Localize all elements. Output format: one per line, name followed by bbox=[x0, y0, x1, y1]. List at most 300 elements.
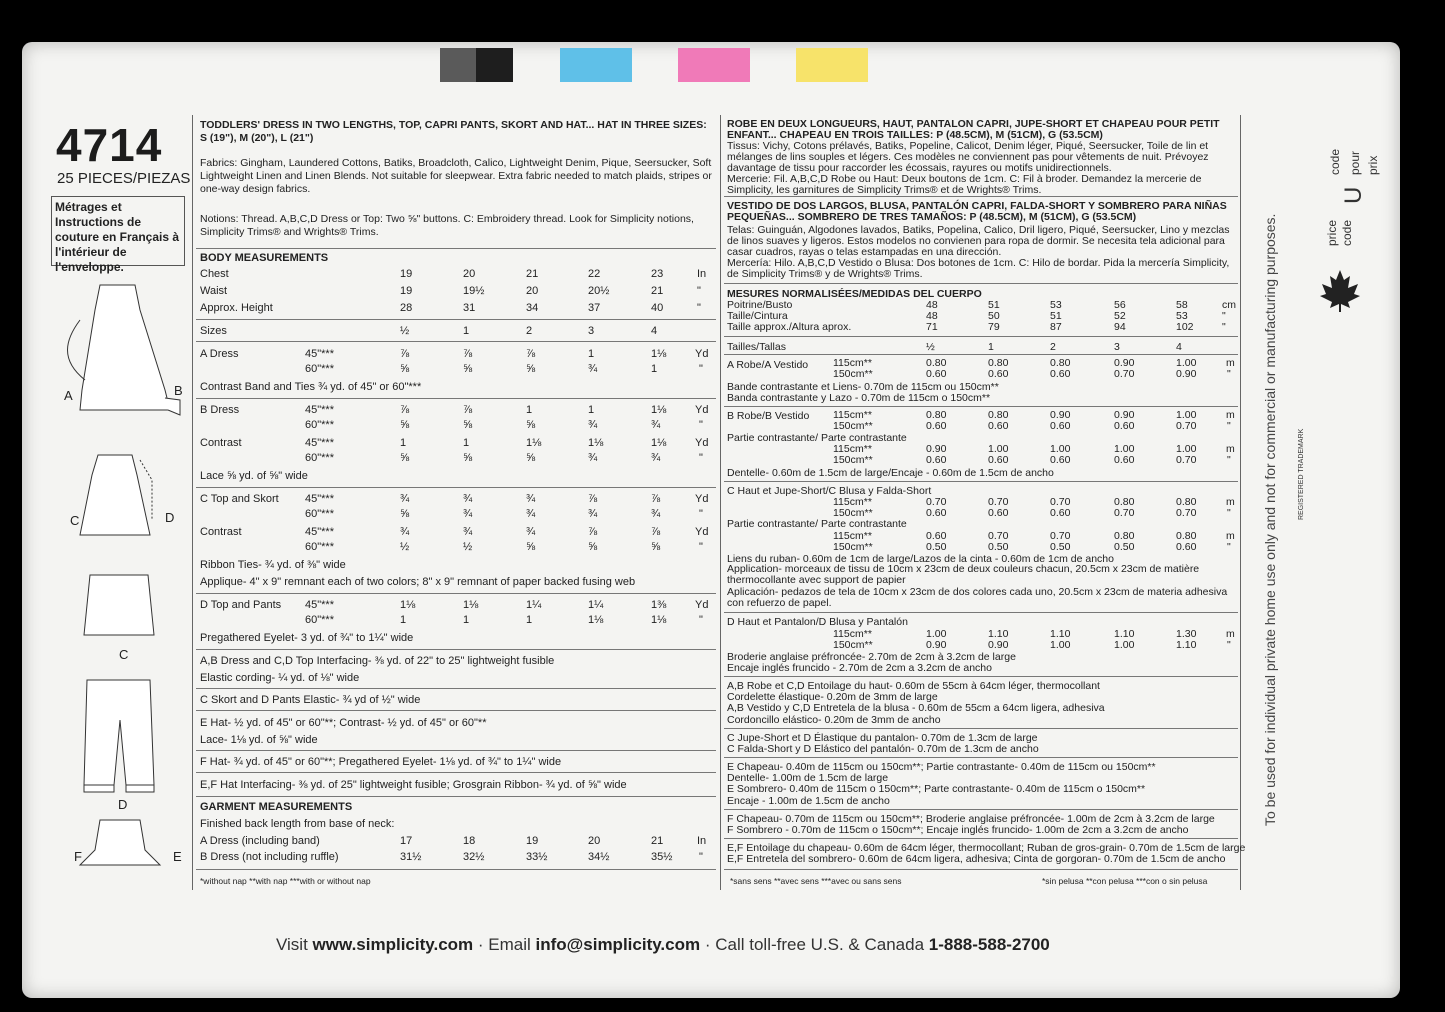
column-divider-left bbox=[192, 115, 193, 890]
cordoncillo-line: Cordoncillo elástico- 0.20m de 3mm de ancho bbox=[727, 714, 941, 726]
ef-entoilage-line: E,F Entoilage du chapeau- 0.60m de 64cm léger, thermocollant; Ruban de gros-grain- 0.70m de 1.5cm de large bbox=[727, 842, 1246, 854]
value-cell: 0.60 bbox=[988, 507, 1009, 519]
view-label-e: E bbox=[173, 849, 182, 864]
value-cell: 0.60 bbox=[988, 420, 1009, 432]
table-cell: " bbox=[1227, 420, 1231, 432]
value-cell: 4 bbox=[651, 325, 658, 337]
value-cell: 0.70 bbox=[1114, 368, 1135, 380]
value-cell: ½ bbox=[926, 341, 935, 353]
email-link[interactable]: info@simplicity.com bbox=[535, 935, 701, 954]
value-cell: ¾ bbox=[588, 452, 598, 464]
value-cell: 20½ bbox=[588, 285, 610, 297]
spanish-title: VESTIDO DE DOS LARGOS, BLUSA, PANTALÓN CAPRI, FALDA-SHORT Y SOMBRERO PARA NIÑAS PEQUEÑAS... SOMBRERO DE TRES TAMAÑOS: P (48.5CM), M (51CM), G (53.5CM) bbox=[727, 200, 1227, 223]
value-cell: ¾ bbox=[400, 493, 410, 505]
value-cell: 32½ bbox=[463, 851, 485, 863]
value-cell: 0.60 bbox=[1114, 454, 1135, 466]
swatch-gray bbox=[440, 48, 476, 82]
value-cell: 1.10 bbox=[1114, 628, 1135, 640]
value-cell: 1 bbox=[651, 363, 658, 375]
table-cell: In bbox=[697, 835, 707, 847]
code-label-fr: code bbox=[1328, 148, 1342, 175]
table-cell: 115cm** bbox=[833, 357, 872, 369]
table-cell: 150cm** bbox=[833, 368, 873, 380]
value-cell: 0.70 bbox=[988, 496, 1009, 508]
value-cell: 0.70 bbox=[1050, 496, 1071, 508]
value-cell: 4 bbox=[1176, 341, 1182, 353]
value-cell: ¾ bbox=[588, 363, 598, 375]
value-cell: 1⅛ bbox=[526, 437, 542, 449]
value-cell: 1.00 bbox=[1114, 443, 1135, 455]
table-rule bbox=[724, 481, 1238, 482]
value-cell: 1 bbox=[588, 404, 595, 416]
value-cell: 1 bbox=[400, 614, 407, 626]
footer-call-label: · Call toll-free U.S. & Canada bbox=[704, 935, 925, 954]
view-label-f: F bbox=[74, 849, 82, 864]
table-cell: 45"*** bbox=[305, 493, 334, 505]
value-cell: 0.70 bbox=[1176, 420, 1197, 432]
table-cell: 115cm** bbox=[833, 628, 872, 640]
broderie-line: Broderie anglaise préfroncée- 2.70m de 2cm à 3.2cm de large bbox=[727, 651, 1016, 663]
value-cell: 35½ bbox=[651, 851, 673, 863]
value-cell: 48 bbox=[926, 299, 938, 311]
row-label: Partie contrastante/ Parte contrastante bbox=[727, 432, 907, 444]
swatch-cyan bbox=[560, 48, 632, 82]
column-divider-middle bbox=[720, 115, 721, 890]
body-measurements-heading: BODY MEASUREMENTS bbox=[200, 252, 329, 264]
unit-cell: " bbox=[1222, 310, 1226, 322]
table-cell: m bbox=[1226, 357, 1235, 369]
value-cell: 1.00 bbox=[926, 628, 947, 640]
value-cell: 34 bbox=[526, 302, 539, 314]
value-cell: 1⅛ bbox=[463, 599, 479, 611]
website-link[interactable]: www.simplicity.com bbox=[312, 935, 474, 954]
ef-interfacing-line: E,F Hat Interfacing- ⅜ yd. of 25" lightweight fusible; Grosgrain Ribbon- ¾ yd. of ⅝" wide bbox=[200, 779, 627, 791]
table-cell: Yd bbox=[695, 404, 709, 416]
value-cell: ¾ bbox=[588, 419, 598, 431]
value-cell: 1.00 bbox=[1050, 443, 1071, 455]
unit-cell: " bbox=[1222, 321, 1226, 333]
value-cell: 0.90 bbox=[926, 639, 947, 651]
top-c-drawing bbox=[80, 455, 150, 535]
e-encaje-line: Encaje - 1.00m de 1.5cm de ancho bbox=[727, 795, 890, 807]
french-mercerie: Mercerie: Fil. A,B,C,D Robe ou Haut: Deux boutons de 1cm. C: Fil à broder. Demandez la mercerie de Simplicity, les garnitures de Simplicity Trims® et de Wrights® Trims. bbox=[727, 173, 1202, 196]
f-chapeau-line: F Chapeau- 0.70m de 115cm ou 150cm**; Broderie anglaise préfroncée- 1.00m de 2cm à 3.2cm de large bbox=[727, 813, 1215, 825]
value-cell: 1.00 bbox=[1176, 409, 1197, 421]
table-rule bbox=[196, 869, 716, 870]
value-cell: 1.00 bbox=[1176, 443, 1197, 455]
value-cell: 0.60 bbox=[926, 530, 947, 542]
french-title: ROBE EN DEUX LONGUEURS, HAUT, PANTALON CAPRI, JUPE-SHORT ET CHAPEAU POUR PETIT ENFANT... CHAPEAU EN TROIS TAILLES: P (48.5CM), M (51CM), G (53.5CM) bbox=[727, 118, 1220, 141]
value-cell: 0.50 bbox=[926, 541, 947, 553]
table-cell: 60"*** bbox=[305, 452, 334, 464]
table-rule bbox=[196, 649, 716, 650]
value-cell: 71 bbox=[926, 321, 938, 333]
value-cell: 19 bbox=[526, 835, 539, 847]
value-cell: 94 bbox=[1114, 321, 1126, 333]
table-cell: " bbox=[1227, 507, 1231, 519]
finished-length-line: Finished back length from base of neck: bbox=[200, 818, 395, 830]
value-cell: ⅝ bbox=[400, 363, 410, 375]
value-cell: ½ bbox=[463, 541, 473, 553]
value-cell: 1 bbox=[400, 437, 407, 449]
value-cell: 0.80 bbox=[926, 357, 947, 369]
value-cell: ¾ bbox=[651, 419, 661, 431]
table-cell: 45"*** bbox=[305, 348, 334, 360]
e-dentelle-line: Dentelle- 1.00m de 1.5cm de large bbox=[727, 772, 889, 784]
value-cell: 0.60 bbox=[926, 507, 947, 519]
value-cell: 19 bbox=[400, 285, 413, 297]
value-cell: 0.80 bbox=[988, 409, 1009, 421]
row-label: Approx. Height bbox=[200, 302, 273, 314]
value-cell: 1 bbox=[463, 614, 470, 626]
value-cell: 0.80 bbox=[1176, 496, 1197, 508]
table-rule bbox=[196, 487, 716, 488]
value-cell: ⅞ bbox=[588, 526, 598, 538]
value-cell: 51 bbox=[1050, 310, 1062, 322]
value-cell: 33½ bbox=[526, 851, 548, 863]
table-cell: " bbox=[699, 452, 703, 464]
value-cell: 21 bbox=[526, 268, 539, 280]
row-label: Taille/Cintura bbox=[727, 310, 788, 322]
value-cell: 1 bbox=[526, 614, 533, 626]
value-cell: ⅝ bbox=[463, 419, 473, 431]
value-cell: 0.90 bbox=[1114, 357, 1135, 369]
row-label: B Robe/B Vestido bbox=[727, 410, 810, 422]
value-cell: ⅞ bbox=[526, 348, 536, 360]
value-cell: 22 bbox=[588, 268, 601, 280]
value-cell: 1 bbox=[463, 437, 470, 449]
table-rule bbox=[724, 612, 1238, 613]
table-cell: Yd bbox=[695, 437, 709, 449]
value-cell: 0.50 bbox=[1050, 541, 1071, 553]
table-rule bbox=[724, 336, 1238, 337]
table-cell: 150cm** bbox=[833, 454, 873, 466]
value-cell: 20 bbox=[463, 268, 476, 280]
value-cell: ⅞ bbox=[651, 493, 661, 505]
row-label: B Dress (not including ruffle) bbox=[200, 851, 339, 863]
interfacing-line: A,B Dress and C,D Top Interfacing- ⅜ yd. of 22" to 25" lightweight fusible bbox=[200, 655, 555, 667]
contrast-band-line: Contrast Band and Ties ¾ yd. of 45" or 60"*** bbox=[200, 381, 422, 393]
value-cell: ¾ bbox=[400, 526, 410, 538]
row-label: D Top and Pants bbox=[200, 599, 282, 611]
code-label: code bbox=[1340, 219, 1354, 246]
swatch-magenta bbox=[678, 48, 750, 82]
value-cell: ⅝ bbox=[400, 452, 410, 464]
value-cell: 1⅛ bbox=[651, 437, 667, 449]
value-cell: ⅝ bbox=[526, 452, 536, 464]
french-footnote: *sans sens **avec sens ***avec ou sans sens bbox=[730, 876, 902, 886]
view-illustrations bbox=[40, 280, 190, 900]
table-rule bbox=[724, 728, 1238, 729]
value-cell: ¾ bbox=[651, 508, 661, 520]
value-cell: 0.90 bbox=[1114, 409, 1135, 421]
skort-drawing bbox=[84, 575, 154, 635]
value-cell: 58 bbox=[1176, 299, 1188, 311]
value-cell: 1 bbox=[988, 341, 994, 353]
table-cell: m bbox=[1226, 628, 1235, 640]
value-cell: 2 bbox=[526, 325, 533, 337]
footer-visit: Visit bbox=[276, 935, 308, 954]
table-cell: Yd bbox=[695, 348, 709, 360]
table-cell: 45"*** bbox=[305, 404, 334, 416]
row-label: Contrast bbox=[200, 526, 242, 538]
value-cell: ⅞ bbox=[651, 526, 661, 538]
value-cell: 1⅛ bbox=[588, 614, 604, 626]
value-cell: 1.00 bbox=[1050, 639, 1071, 651]
table-cell: " bbox=[699, 508, 703, 520]
table-rule bbox=[724, 838, 1238, 839]
value-cell: ¾ bbox=[463, 508, 473, 520]
table-cell: " bbox=[699, 363, 703, 375]
table-cell: 45"*** bbox=[305, 437, 334, 449]
value-cell: 19 bbox=[400, 268, 413, 280]
row-label: A Robe/A Vestido bbox=[727, 359, 809, 371]
value-cell: ⅝ bbox=[463, 452, 473, 464]
row-label: Taille approx./Altura aprox. bbox=[727, 321, 852, 333]
english-notions: Notions: Thread. A,B,C,D Dress or Top: Two ⅝" buttons. C: Embroidery thread. Look for Simplicity notions, Simplicity Trims® and Wrights® Trims. bbox=[200, 213, 694, 238]
table-rule bbox=[196, 710, 716, 711]
value-cell: ⅞ bbox=[463, 404, 473, 416]
jupe-short-elastic-line: C Jupe-Short et D Élastique du pantalon- 0.70m de 1.3cm de large bbox=[727, 732, 1038, 744]
value-cell: ¾ bbox=[526, 508, 536, 520]
value-cell: 0.80 bbox=[926, 409, 947, 421]
value-cell: 0.60 bbox=[988, 368, 1009, 380]
unit-cell: cm bbox=[1222, 299, 1236, 311]
table-cell: Yd bbox=[695, 493, 709, 505]
value-cell: 23 bbox=[651, 268, 664, 280]
value-cell: 1⅛ bbox=[651, 404, 667, 416]
row-label: Partie contrastante/ Parte contrastante bbox=[727, 518, 907, 530]
value-cell: 1.00 bbox=[988, 443, 1009, 455]
value-cell: 31 bbox=[463, 302, 476, 314]
price-code-u: U bbox=[1340, 186, 1367, 204]
value-cell: 1¼ bbox=[588, 599, 604, 611]
value-cell: 1.10 bbox=[1176, 639, 1197, 651]
table-cell: 150cm** bbox=[833, 541, 873, 553]
value-cell: 37 bbox=[588, 302, 601, 314]
value-cell: 0.70 bbox=[1176, 507, 1197, 519]
table-cell: 115cm** bbox=[833, 530, 872, 542]
row-label: A Dress bbox=[200, 348, 239, 360]
table-cell: 60"*** bbox=[305, 508, 334, 520]
value-cell: 0.70 bbox=[988, 530, 1009, 542]
contact-footer bbox=[276, 935, 1050, 955]
value-cell: ¾ bbox=[588, 508, 598, 520]
value-cell: 1⅜ bbox=[651, 599, 667, 611]
value-cell: 0.90 bbox=[1050, 409, 1071, 421]
value-cell: 56 bbox=[1114, 299, 1126, 311]
swatch-yellow bbox=[796, 48, 868, 82]
value-cell: ⅞ bbox=[400, 348, 410, 360]
value-cell: 48 bbox=[926, 310, 938, 322]
value-cell: 0.50 bbox=[1114, 541, 1135, 553]
value-cell: 0.70 bbox=[1114, 507, 1135, 519]
english-title: TODDLERS' DRESS IN TWO LENGTHS, TOP, CAPRI PANTS, SKORT AND HAT... HAT IN THREE SIZES: S (19"), M (20"), L (21") bbox=[200, 119, 707, 144]
unit-cell: " bbox=[697, 302, 701, 314]
table-cell: 45"*** bbox=[305, 526, 334, 538]
value-cell: 0.60 bbox=[1050, 368, 1071, 380]
value-cell: ⅝ bbox=[526, 419, 536, 431]
value-cell: 87 bbox=[1050, 321, 1062, 333]
application-line: Application- morceaux de tissu de 10cm x 23cm de deux couleurs chacun, 20.5cm x 23cm de matière thermocollante avec support de papier bbox=[727, 563, 1200, 586]
entretela-line: A,B Vestido y C,D Entretela de la blusa - 0.60m de 55cm a 64cm ligera, adhesiva bbox=[727, 702, 1105, 714]
table-cell: 150cm** bbox=[833, 639, 873, 651]
value-cell: 53 bbox=[1050, 299, 1062, 311]
english-footnote: *without nap **with nap ***with or without nap bbox=[200, 876, 371, 886]
liens-line: Liens du ruban- 0.60m de 1cm de large/Lazos de la cinta - 0.60m de 1cm de ancho bbox=[727, 553, 1114, 565]
value-cell: ½ bbox=[400, 541, 410, 553]
value-cell: 0.70 bbox=[926, 496, 947, 508]
row-label: C Haut et Jupe-Short/C Blusa y Falda-Short bbox=[727, 485, 932, 497]
value-cell: ⅞ bbox=[400, 404, 410, 416]
value-cell: 2 bbox=[1050, 341, 1056, 353]
value-cell: 1.00 bbox=[1176, 357, 1197, 369]
eyelet-line: Pregathered Eyelet- 3 yd. of ¾" to 1¼" wide bbox=[200, 632, 414, 644]
table-rule bbox=[196, 772, 716, 773]
value-cell: 79 bbox=[988, 321, 1000, 333]
value-cell: 1⅛ bbox=[651, 614, 667, 626]
table-cell: " bbox=[699, 541, 703, 553]
phone-number: 1-888-588-2700 bbox=[928, 935, 1050, 954]
table-cell: " bbox=[699, 851, 703, 863]
view-label-c: C bbox=[70, 513, 80, 528]
swatch-black bbox=[476, 48, 513, 82]
table-cell: 60"*** bbox=[305, 541, 334, 553]
table-cell: m bbox=[1226, 496, 1235, 508]
table-rule bbox=[724, 757, 1238, 758]
row-label: A Dress (including band) bbox=[200, 835, 320, 847]
prix-label: prix bbox=[1366, 155, 1380, 175]
table-cell: m bbox=[1226, 443, 1235, 455]
value-cell: 0.80 bbox=[988, 357, 1009, 369]
row-label: Tailles/Tallas bbox=[727, 341, 786, 353]
value-cell: 1.10 bbox=[988, 628, 1009, 640]
value-cell: ¾ bbox=[463, 526, 473, 538]
table-cell: " bbox=[699, 419, 703, 431]
table-rule bbox=[196, 796, 716, 797]
entoilage-line: A,B Robe et C,D Entoilage du haut- 0.60m de 55cm à 64cm léger, thermocollant bbox=[727, 680, 1100, 692]
row-label: Waist bbox=[200, 285, 228, 297]
e-sombrero-line: E Sombrero- 0.40m de 115cm o 150cm**; Parte contrastante- 0.40m de 115cm o 150cm** bbox=[727, 783, 1146, 795]
table-rule bbox=[196, 750, 716, 751]
table-cell: 60"*** bbox=[305, 614, 334, 626]
view-label-d-pants: D bbox=[118, 797, 128, 812]
bande-line: Bande contrastante et Liens- 0.70m de 115cm ou 150cm** bbox=[727, 381, 999, 393]
value-cell: 19½ bbox=[463, 285, 485, 297]
elastic-cording-line: Elastic cording- ¼ yd. of ⅛" wide bbox=[200, 672, 360, 684]
view-label-c-skort: C bbox=[119, 647, 129, 662]
table-rule bbox=[196, 319, 716, 320]
value-cell: ¾ bbox=[651, 452, 661, 464]
e-hat-line: E Hat- ½ yd. of 45" or 60"**; Contrast- ½ yd. of 45" or 60"** bbox=[200, 717, 487, 729]
e-lace-line: Lace- 1⅛ yd. of ⅝" wide bbox=[200, 734, 318, 746]
value-cell: ⅞ bbox=[463, 348, 473, 360]
view-label-d: D bbox=[165, 510, 175, 525]
value-cell: 21 bbox=[651, 835, 664, 847]
trademark-notice: REGISTERED TRADEMARK bbox=[1298, 428, 1305, 520]
value-cell: 52 bbox=[1114, 310, 1126, 322]
french-tissus: Tissus: Vichy, Cotons prélavés, Batiks, Popeline, Calicot, Denim léger, Piqué, Seersucker, Toile de lin et mélanges de lins souples et légers. Ces modèles ne conviennent pas pour vêtements de nuit. Prévoyez davantage de tissu pour raccorder les écossais, rayures ou motifs unidirectionnels. bbox=[727, 140, 1209, 174]
value-cell: 40 bbox=[651, 302, 664, 314]
value-cell: 0.60 bbox=[926, 368, 947, 380]
skort-elastic-line: C Skort and D Pants Elastic- ¾ yd of ½" wide bbox=[200, 694, 421, 706]
dentelle-line: Dentelle- 0.60m de 1.5cm de large/Encaje - 0.60m de 1.5cm de ancho bbox=[727, 467, 1054, 479]
pattern-number: 4714 bbox=[56, 119, 163, 171]
value-cell: ⅝ bbox=[651, 541, 661, 553]
value-cell: 34½ bbox=[588, 851, 610, 863]
price-label: price bbox=[1325, 219, 1339, 246]
value-cell: 0.80 bbox=[1176, 530, 1197, 542]
table-cell: 45"*** bbox=[305, 599, 334, 611]
table-cell: " bbox=[1227, 541, 1231, 553]
spanish-telas: Telas: Guinguán, Algodones lavados, Batiks, Popelina, Calico, Dril ligero, Piqué, Seersucker, Lino y mezclas de linos suaves y ligeros. Estos modelos no convienen para ropa de dormir. Se necesita tela adicional para casar cuadros, rayas o telas estampadas en una dirección. bbox=[727, 224, 1230, 258]
value-cell: 3 bbox=[1114, 341, 1120, 353]
unit-cell: In bbox=[697, 268, 707, 280]
value-cell: 0.60 bbox=[988, 454, 1009, 466]
row-label: Poitrine/Busto bbox=[727, 299, 793, 311]
table-cell: m bbox=[1226, 530, 1235, 542]
table-rule bbox=[724, 809, 1238, 810]
table-rule bbox=[196, 398, 716, 399]
value-cell: ½ bbox=[400, 325, 410, 337]
pants-drawing bbox=[84, 680, 154, 785]
garment-measurements-heading: GARMENT MEASUREMENTS bbox=[200, 801, 353, 813]
value-cell: 1.10 bbox=[1050, 628, 1071, 640]
view-label-b: B bbox=[174, 383, 183, 398]
ribbon-line: Ribbon Ties- ¾ yd. of ⅜" wide bbox=[200, 559, 346, 571]
table-cell: " bbox=[1227, 454, 1231, 466]
applique-line: Applique- 4" x 9" remnant each of two colors; 8" x 9" remnant of paper backed fusing web bbox=[200, 576, 636, 588]
aplicacion-line: Aplicación- pedazos de tela de 10cm x 23cm de dos colores cada uno, 20.5cm x 23cm de materia adhesiva con refuerzo de papel. bbox=[727, 586, 1228, 609]
falda-short-elastic-line: C Falda-Short y D Elástico del pantalón- 0.70m de 1.3cm de ancho bbox=[727, 743, 1039, 755]
value-cell: 21 bbox=[651, 285, 664, 297]
table-cell: 150cm** bbox=[833, 420, 873, 432]
value-cell: 0.80 bbox=[1050, 357, 1071, 369]
table-cell: m bbox=[1226, 409, 1235, 421]
home-use-notice: To be used for individual private home use only and not for commercial or manufacturing purposes. bbox=[1262, 213, 1278, 826]
spanish-merceria: Mercería: Hilo. A,B,C,D Vestido o Blusa: Dos botones de 1cm. C: Hilo de bordar. Pida la mercería Simplicity, de Simplicity Trims® y de Wrights® Trims. bbox=[727, 257, 1230, 280]
hat-drawing bbox=[80, 820, 160, 865]
value-cell: 0.60 bbox=[926, 420, 947, 432]
table-cell: 150cm** bbox=[833, 507, 873, 519]
value-cell: 0.80 bbox=[1114, 530, 1135, 542]
value-cell: ⅝ bbox=[463, 363, 473, 375]
value-cell: 28 bbox=[400, 302, 413, 314]
value-cell: 0.60 bbox=[1050, 454, 1071, 466]
table-cell: 60"*** bbox=[305, 419, 334, 431]
value-cell: ¾ bbox=[526, 493, 536, 505]
value-cell: ¾ bbox=[463, 493, 473, 505]
row-label: Chest bbox=[200, 268, 229, 280]
value-cell: 1⅛ bbox=[651, 348, 667, 360]
value-cell: 20 bbox=[588, 835, 601, 847]
encaje-line: Encaje inglés fruncido - 2.70m de 2cm a 3.2cm de ancho bbox=[727, 662, 992, 674]
cordelette-line: Cordelette élastique- 0.20m de 3mm de large bbox=[727, 691, 938, 703]
value-cell: 20 bbox=[526, 285, 539, 297]
value-cell: 0.90 bbox=[926, 443, 947, 455]
table-rule bbox=[196, 688, 716, 689]
table-cell: 115cm** bbox=[833, 409, 872, 421]
value-cell: ⅝ bbox=[526, 363, 536, 375]
table-rule bbox=[196, 341, 716, 342]
value-cell: 1⅛ bbox=[400, 599, 416, 611]
value-cell: 51 bbox=[988, 299, 1000, 311]
e-chapeau-line: E Chapeau- 0.40m de 115cm ou 150cm**; Partie contrastante- 0.40m de 115cm ou 150cm** bbox=[727, 761, 1156, 773]
f-hat-line: F Hat- ¾ yd. of 45" or 60"**; Pregathered Eyelet- 1⅛ yd. of ¾" to 1¼" wide bbox=[200, 756, 562, 768]
view-label-a: A bbox=[64, 388, 73, 403]
table-cell: 60"*** bbox=[305, 363, 334, 375]
value-cell: ⅝ bbox=[588, 541, 598, 553]
